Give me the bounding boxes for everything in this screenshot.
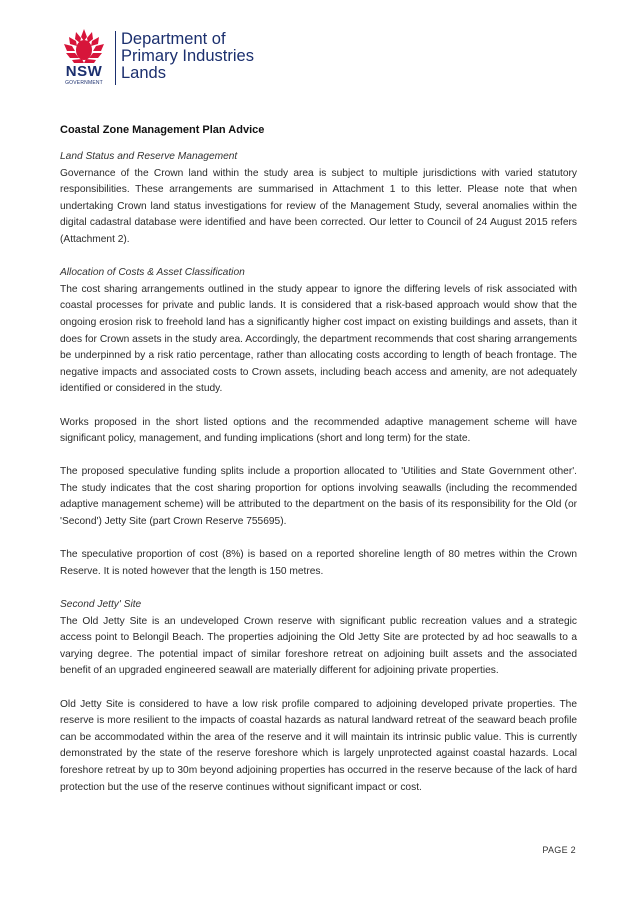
section-heading: Second Jetty' Site xyxy=(60,599,142,611)
section-heading: Allocation of Costs & Asset Classification xyxy=(60,267,245,279)
paragraph: The speculative proportion of cost (8%) is based on a reported shoreline length of 80 metres within the Crown Reserve. It is noted however that the length is 150 metres. xyxy=(60,549,577,577)
page-title: Coastal Zone Management Plan Advice xyxy=(60,124,265,136)
paragraph: Governance of the Crown land within the study area is subject to multiple jurisdictions with varied statutory responsibilities. These arrangements are summarised in Attachment 1 to this letter. Please note that when undertaking Crown land status investigations for review of the Management Study, several anomalies within the digital cadastral database were identified and have been corrected. Our letter to Council of 24 August 2015 refers (Attachment 2). xyxy=(60,167,577,245)
waratah-icon xyxy=(58,27,110,65)
nsw-government-logo xyxy=(58,27,110,89)
logo-abbrev: NSW xyxy=(65,63,103,80)
paragraph: Old Jetty Site is considered to have a low risk profile compared to adjoining developed private properties. The reserve is more resilient to the impacts of coastal hazards as natural landward retreat of the seaward beach profile can be accommodated within the area of the reserve and it will maintain its intrinsic public value. This is currently demonstrated by the state of the reserve foreshore which is largely unprotected against coastal hazards. Local foreshore retreat by up to 30m beyond adjoining properties has occurred in the reserve because of the lack of hard protection but the use of the reserve continues without significant impact or cost. xyxy=(60,698,577,793)
page-header xyxy=(58,27,318,89)
paragraph: The Old Jetty Site is an undeveloped Crown reserve with significant public recreation values and a strategic access point to Belongil Beach. The properties adjoining the Old Jetty Site are protected by ad hoc seawalls to a varying degree. The potential impact of similar foreshore retreat on adjoining built assets and the associated benefit of an upgraded engineered seawall are materially different for adjoining private properties. xyxy=(60,615,577,677)
section-second-jetty-site xyxy=(60,597,577,796)
department-name xyxy=(121,31,254,82)
paragraph: The cost sharing arrangements outlined in the study appear to ignore the differing levels of risk associated with coastal processes for private and public lands. It is considered that a risk-based approach would show that the ongoing erosion risk to freehold land has a significantly higher cost impact on existing buildings and assets, than it does for Crown assets in the study area. Accordingly, the department recommends that cost sharing arrangements be underpinned by a risk ratio percentage, rather than allocating costs according to length of beach frontage. The negative impacts and associated costs to Crown assets, including beach access and amenity, are not adequately identified or considered in the study. xyxy=(60,283,577,395)
dept-line-3: Lands xyxy=(121,64,166,82)
paragraph: The proposed speculative funding splits include a proportion allocated to 'Utilities and State Government other'. The study indicates that the cost sharing proportion for options involving seawalls (including the recommended adaptive management scheme) will be attributed to the department on the basis of its responsibility for the Old (or 'Second') Jetty Site (part Crown Reserve 755695). xyxy=(60,466,577,528)
dept-line-1: Department of xyxy=(121,30,226,48)
page-number: PAGE 2 xyxy=(542,845,576,855)
logo-divider xyxy=(115,31,116,85)
section-heading: Land Status and Reserve Management xyxy=(60,151,238,162)
section-land-status xyxy=(60,149,577,249)
logo-subtitle: GOVERNMENT xyxy=(65,80,103,86)
dept-line-2: Primary Industries xyxy=(121,47,254,65)
section-allocation-of-costs xyxy=(60,265,577,580)
document-body xyxy=(60,122,577,796)
paragraph: Works proposed in the short listed options and the recommended adaptive management scheme will have significant policy, management, and funding implications (short and long term) for the state. xyxy=(60,416,577,445)
